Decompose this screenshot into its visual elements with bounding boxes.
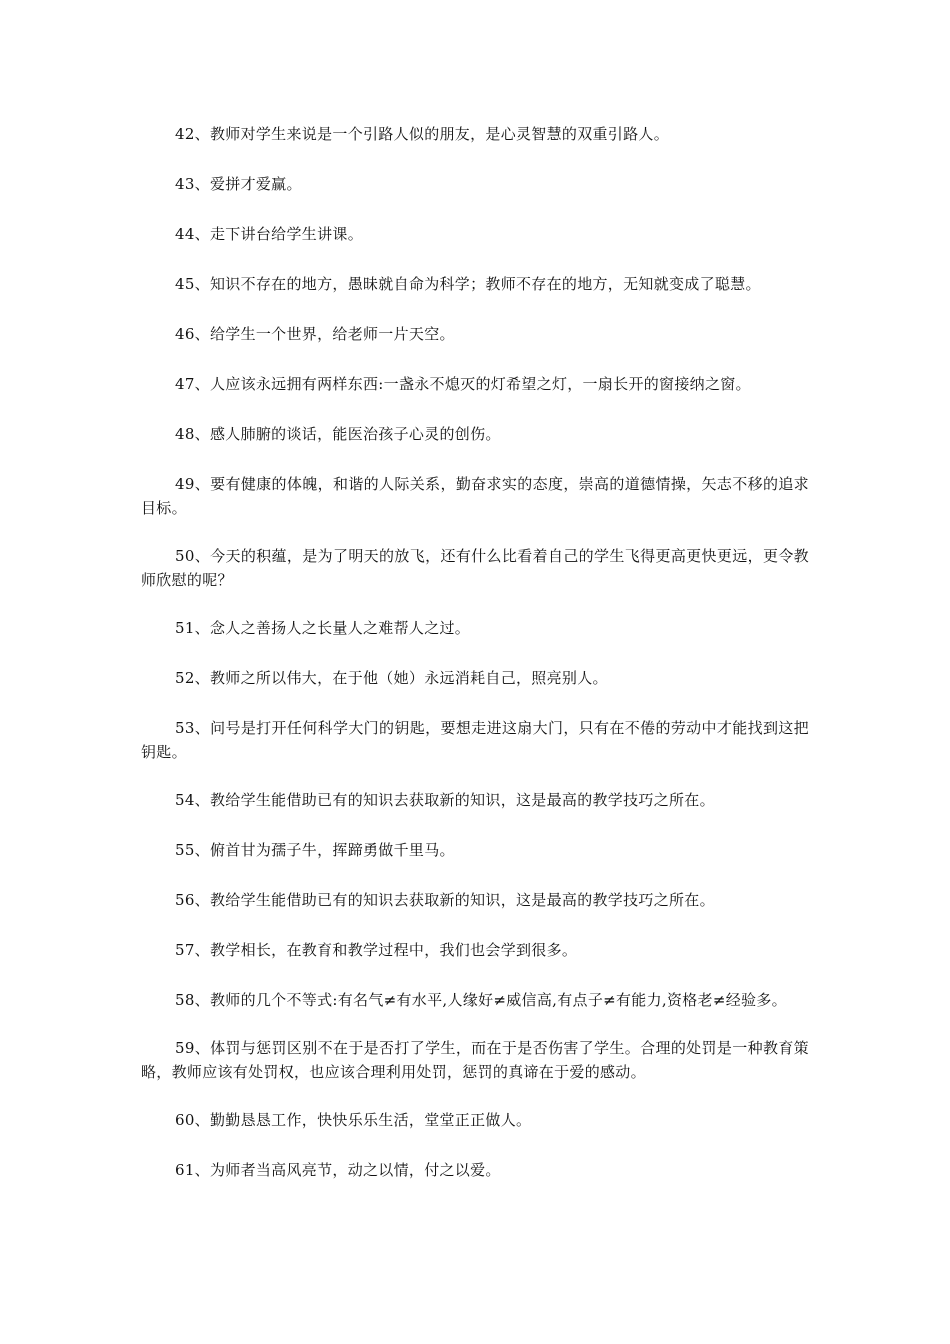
paragraph-52: 52、教师之所以伟大，在于他（她）永远消耗自己，照亮别人。 xyxy=(175,669,608,687)
paragraph-49: 49、要有健康的体魄，和谐的人际关系，勤奋求实的态度，崇高的道德情操，矢志不移的追求目标。 xyxy=(141,475,809,517)
paragraph-56: 56、教给学生能借助已有的知识去获取新的知识，这是最高的教学技巧之所在。 xyxy=(175,891,715,909)
paragraph-60: 60、勤勤恳恳工作，快快乐乐生活，堂堂正正做人。 xyxy=(175,1111,532,1129)
paragraph-59: 59、体罚与惩罚区别不在于是否打了学生，而在于是否伤害了学生。合理的处罚是一种教育策略，教师应该有处罚权，也应该合理利用处罚，惩罚的真谛在于爱的感动。 xyxy=(141,1039,809,1081)
paragraph-57: 57、教学相长，在教育和教学过程中，我们也会学到很多。 xyxy=(175,941,578,959)
paragraph-47: 47、人应该永远拥有两样东西:一盏永不熄灭的灯希望之灯，一扇长开的窗接纳之窗。 xyxy=(175,375,751,393)
paragraph-58: 58、教师的几个不等式:有名气≠有水平,人缘好≠威信高,有点子≠有能力,资格老≠经验多。 xyxy=(175,991,787,1009)
paragraph-46: 46、给学生一个世界，给老师一片天空。 xyxy=(175,325,455,343)
paragraph-53: 53、问号是打开任何科学大门的钥匙，要想走进这扇大门，只有在不倦的劳动中才能找到这把钥匙。 xyxy=(141,719,809,761)
paragraph-54: 54、教给学生能借助已有的知识去获取新的知识，这是最高的教学技巧之所在。 xyxy=(175,791,715,809)
paragraph-43: 43、爱拼才爱赢。 xyxy=(175,175,302,193)
paragraph-55: 55、俯首甘为孺子牛，挥蹄勇做千里马。 xyxy=(175,841,455,859)
paragraph-48: 48、感人肺腑的谈话，能医治孩子心灵的创伤。 xyxy=(175,425,501,443)
paragraph-50: 50、今天的积蕴，是为了明天的放飞，还有什么比看着自己的学生飞得更高更快更远，更令教师欣慰的呢？ xyxy=(141,547,809,589)
document-body xyxy=(141,122,809,1208)
paragraph-51: 51、念人之善扬人之长量人之难帮人之过。 xyxy=(175,619,471,637)
paragraph-42: 42、教师对学生来说是一个引路人似的朋友，是心灵智慧的双重引路人。 xyxy=(175,125,669,143)
paragraph-61: 61、为师者当高风亮节，动之以情，付之以爱。 xyxy=(175,1161,501,1179)
paragraph-44: 44、走下讲台给学生讲课。 xyxy=(175,225,363,243)
paragraph-45: 45、知识不存在的地方，愚昧就自命为科学；教师不存在的地方，无知就变成了聪慧。 xyxy=(175,275,761,293)
